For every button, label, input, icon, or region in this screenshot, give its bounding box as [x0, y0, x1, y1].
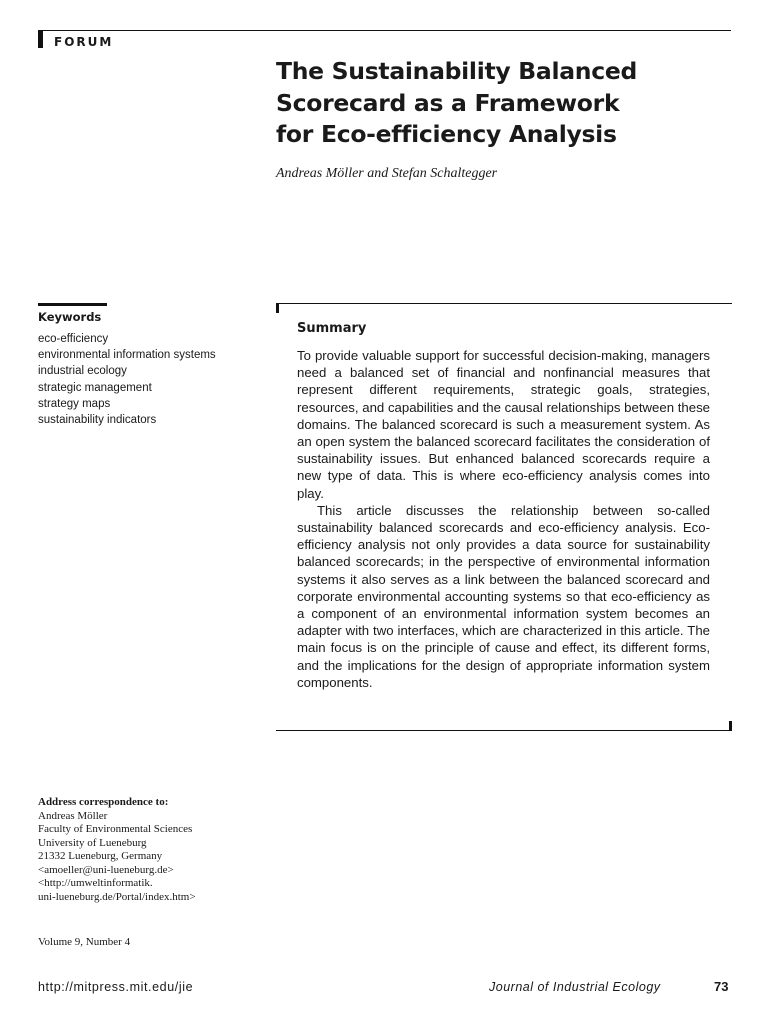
page-number: 73 — [714, 979, 729, 994]
correspondence-address — [38, 796, 196, 904]
title-line: The Sustainability Balanced — [276, 57, 637, 85]
article-authors: Andreas Möller and Stefan Schaltegger — [276, 166, 498, 181]
keyword-item: industrial ecology — [38, 365, 127, 378]
footer-journal-name: Journal of Industrial Ecology — [489, 980, 661, 994]
section-label: FORUM — [54, 35, 114, 49]
top-rule — [38, 30, 731, 31]
summary-heading: Summary — [297, 321, 367, 336]
keyword-item: sustainability indicators — [38, 414, 157, 427]
summary-body — [297, 347, 710, 691]
title-line: for Eco-efficiency Analysis — [276, 120, 617, 148]
summary-rule-bottom — [276, 730, 732, 731]
top-rule-mark — [38, 30, 43, 48]
address-line: Faculty of Environmental Sciences — [38, 823, 193, 835]
address-web-link[interactable]: <http://umweltinformatik. — [38, 877, 153, 889]
summary-rule-top — [276, 303, 732, 304]
keywords-rule — [38, 303, 107, 306]
article-title — [276, 56, 726, 151]
keywords-list — [38, 331, 216, 428]
title-line: Scorecard as a Framework — [276, 88, 620, 117]
volume-info: Volume 9, Number 4 — [38, 936, 131, 948]
summary-paragraph: To provide valuable support for successful decision-making, managers need a balanced set of financial and nonfinancial measures that represent different requirements, strategic goals, strategies, resources, and capabilities and the causal relationships between these domains. The balanced scorecard is such a measurement system. As an open system the balanced scorecard facilitates the consideration of sustainability issues. But enhanced balanced scorecards require a new type of data. This is where eco-efficiency analysis comes into play. — [297, 348, 710, 501]
address-heading: Address correspondence to: — [38, 796, 169, 808]
summary-corner-mark — [729, 721, 732, 731]
address-web-link[interactable]: uni-lueneburg.de/Portal/index.htm> — [38, 890, 196, 903]
keywords-heading: Keywords — [38, 310, 102, 324]
footer-url-link[interactable]: http://mitpress.mit.edu/jie — [38, 980, 194, 994]
summary-paragraph: This article discusses the relationship between so-called sustainability balanced scorecards and eco-efficiency analysis. Eco-efficiency analysis not only provides a data source for sustainability balanced scorecards; in the perspective of environmental information systems it also serves as a link between the balanced scorecard and corporate environmental accounting systems so that eco-efficiency as a component of an environmental information system becomes an adapter with two interfaces, which are characterized in this article. The main focus is on the principle of cause and effect, its different forms, and the implications for the design of appropriate information system components. — [297, 502, 710, 690]
address-line: University of Lueneburg — [38, 836, 147, 849]
keyword-item: eco-efficiency — [38, 333, 109, 345]
keyword-item: environmental information systems — [38, 349, 216, 362]
keyword-item: strategic management — [38, 381, 152, 394]
summary-corner-mark — [276, 303, 279, 313]
address-line: Andreas Möller — [38, 809, 108, 822]
keyword-item: strategy maps — [38, 397, 111, 410]
address-email-link[interactable]: <amoeller@uni-lueneburg.de> — [38, 863, 174, 876]
address-line: 21332 Lueneburg, Germany — [38, 850, 163, 862]
